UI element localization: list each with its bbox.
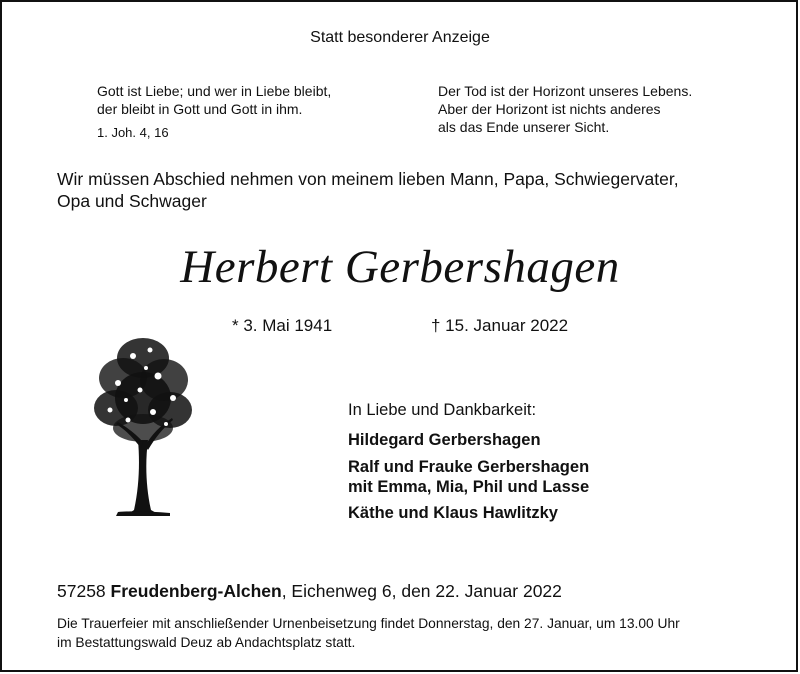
service-line: Die Trauerfeier mit anschließender Urnenbeisetzung findet Donnerstag, den 27. Januar, um 13.00 Uhr bbox=[57, 616, 680, 631]
farewell-line: Opa und Schwager bbox=[57, 191, 207, 211]
bible-reference: 1. Joh. 4, 16 bbox=[97, 125, 169, 140]
horizon-quote bbox=[438, 82, 692, 136]
horizon-quote-line: Aber der Horizont ist nichts anderes bbox=[438, 101, 661, 117]
farewell-text bbox=[57, 168, 679, 212]
horizon-quote-line: Der Tod ist der Horizont unseres Lebens. bbox=[438, 83, 693, 99]
birth-date: * 3. Mai 1941 bbox=[232, 316, 333, 335]
service-line: im Bestattungswald Deuz ab Andachtsplatz statt. bbox=[57, 635, 356, 650]
farewell-line: Wir müssen Abschied nehmen von meinem lieben Mann, Papa, Schwiegervater, bbox=[57, 169, 679, 189]
service-info bbox=[57, 614, 680, 652]
address-town: Freudenberg-Alchen bbox=[110, 581, 282, 601]
mourner-name: Ralf und Frauke Gerbershagen bbox=[348, 458, 590, 476]
notice-header: Statt besonderer Anzeige bbox=[310, 29, 490, 46]
mourner-name: mit Emma, Mia, Phil und Lasse bbox=[348, 478, 590, 496]
address-zip: 57258 bbox=[57, 581, 106, 601]
horizon-quote-line: als das Ende unserer Sicht. bbox=[438, 119, 610, 135]
address-rest: , Eichenweg 6, den 22. Januar 2022 bbox=[281, 581, 562, 601]
tree-icon bbox=[88, 328, 198, 518]
mourners-heading: In Liebe und Dankbarkeit: bbox=[348, 401, 537, 419]
bible-quote-line: der bleibt in Gott und Gott in ihm. bbox=[97, 101, 303, 117]
bible-quote bbox=[97, 82, 331, 142]
bible-quote-line: Gott ist Liebe; und wer in Liebe bleibt, bbox=[97, 83, 332, 99]
deceased-name: Herbert Gerbershagen bbox=[180, 241, 620, 293]
address-line bbox=[57, 581, 562, 602]
mourner-name: Käthe und Klaus Hawlitzky bbox=[348, 504, 558, 522]
death-date: † 15. Januar 2022 bbox=[431, 316, 569, 335]
mourner-name: Hildegard Gerbershagen bbox=[348, 431, 541, 449]
